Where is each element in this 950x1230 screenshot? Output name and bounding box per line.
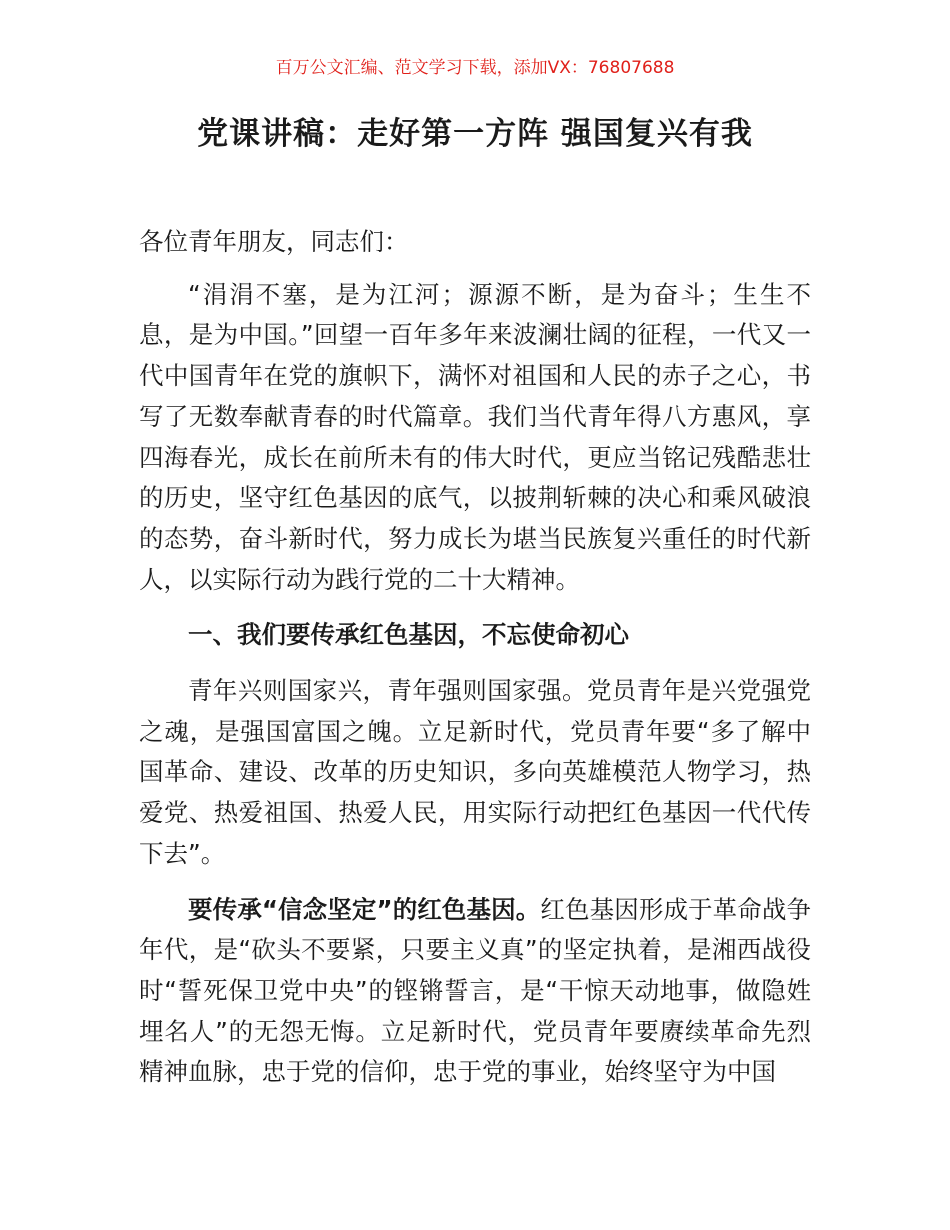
paragraph-intro: “涓涓不塞，是为江河；源源不断，是为奋斗；生生不息，是为中国。”回望一百年多年来波澜壮阔的征程，一代又一代中国青年在党的旗帜下，满怀对祖国和人民的赤子之心，书写了无数奉献青春的时代篇章。我们当代青年得八方惠风，享四海春光，成长在前所未有的伟大时代，更应当铭记残酷悲壮的历史，坚守红色基因的底气，以披荆斩棘的决心和乘风破浪的态势，奋斗新时代，努力成长为堪当民族复兴重任的时代新人，以实际行动为践行党的二十大精神。 — [139, 279, 811, 594]
paragraph-lead-sentence: 要传承“信念坚定”的红色基因。 — [188, 894, 541, 924]
header-note: 百万公文汇编、范文学习下载，添加VX：76807688 — [275, 58, 675, 78]
document-title: 党课讲稿：走好第一方阵 强国复兴有我 — [197, 116, 753, 152]
paragraph-youth: 青年兴则国家兴，青年强则国家强。党员青年是兴党强党之魂，是强国富国之魄。立足新时代，党员青年要“多了解中国革命、建设、改革的历史知识，多向英雄模范人物学习，热爱党、热爱祖国、热爱人民，用实际行动把红色基因一代代传下去”。 — [139, 676, 811, 868]
section-heading-1: 一、我们要传承红色基因，不忘使命初心 — [188, 620, 629, 650]
document-body — [139, 222, 811, 1108]
paragraph-body: 红色基因形成于革命战争年代，是“砍头不要紧，只要主义真”的坚定执着，是湘西战役时“誓死保卫党中央”的铿锵誓言，是“干惊天动地事，做隐姓埋名人”的无怨无悔。立足新时代，党员青年要赓续革命先烈精神血脉，忠于党的信仰，忠于党的事业，始终坚守为中国 — [139, 894, 812, 1087]
paragraph-red-gene — [139, 890, 811, 1094]
greeting: 各位青年朋友，同志们： — [139, 227, 409, 256]
